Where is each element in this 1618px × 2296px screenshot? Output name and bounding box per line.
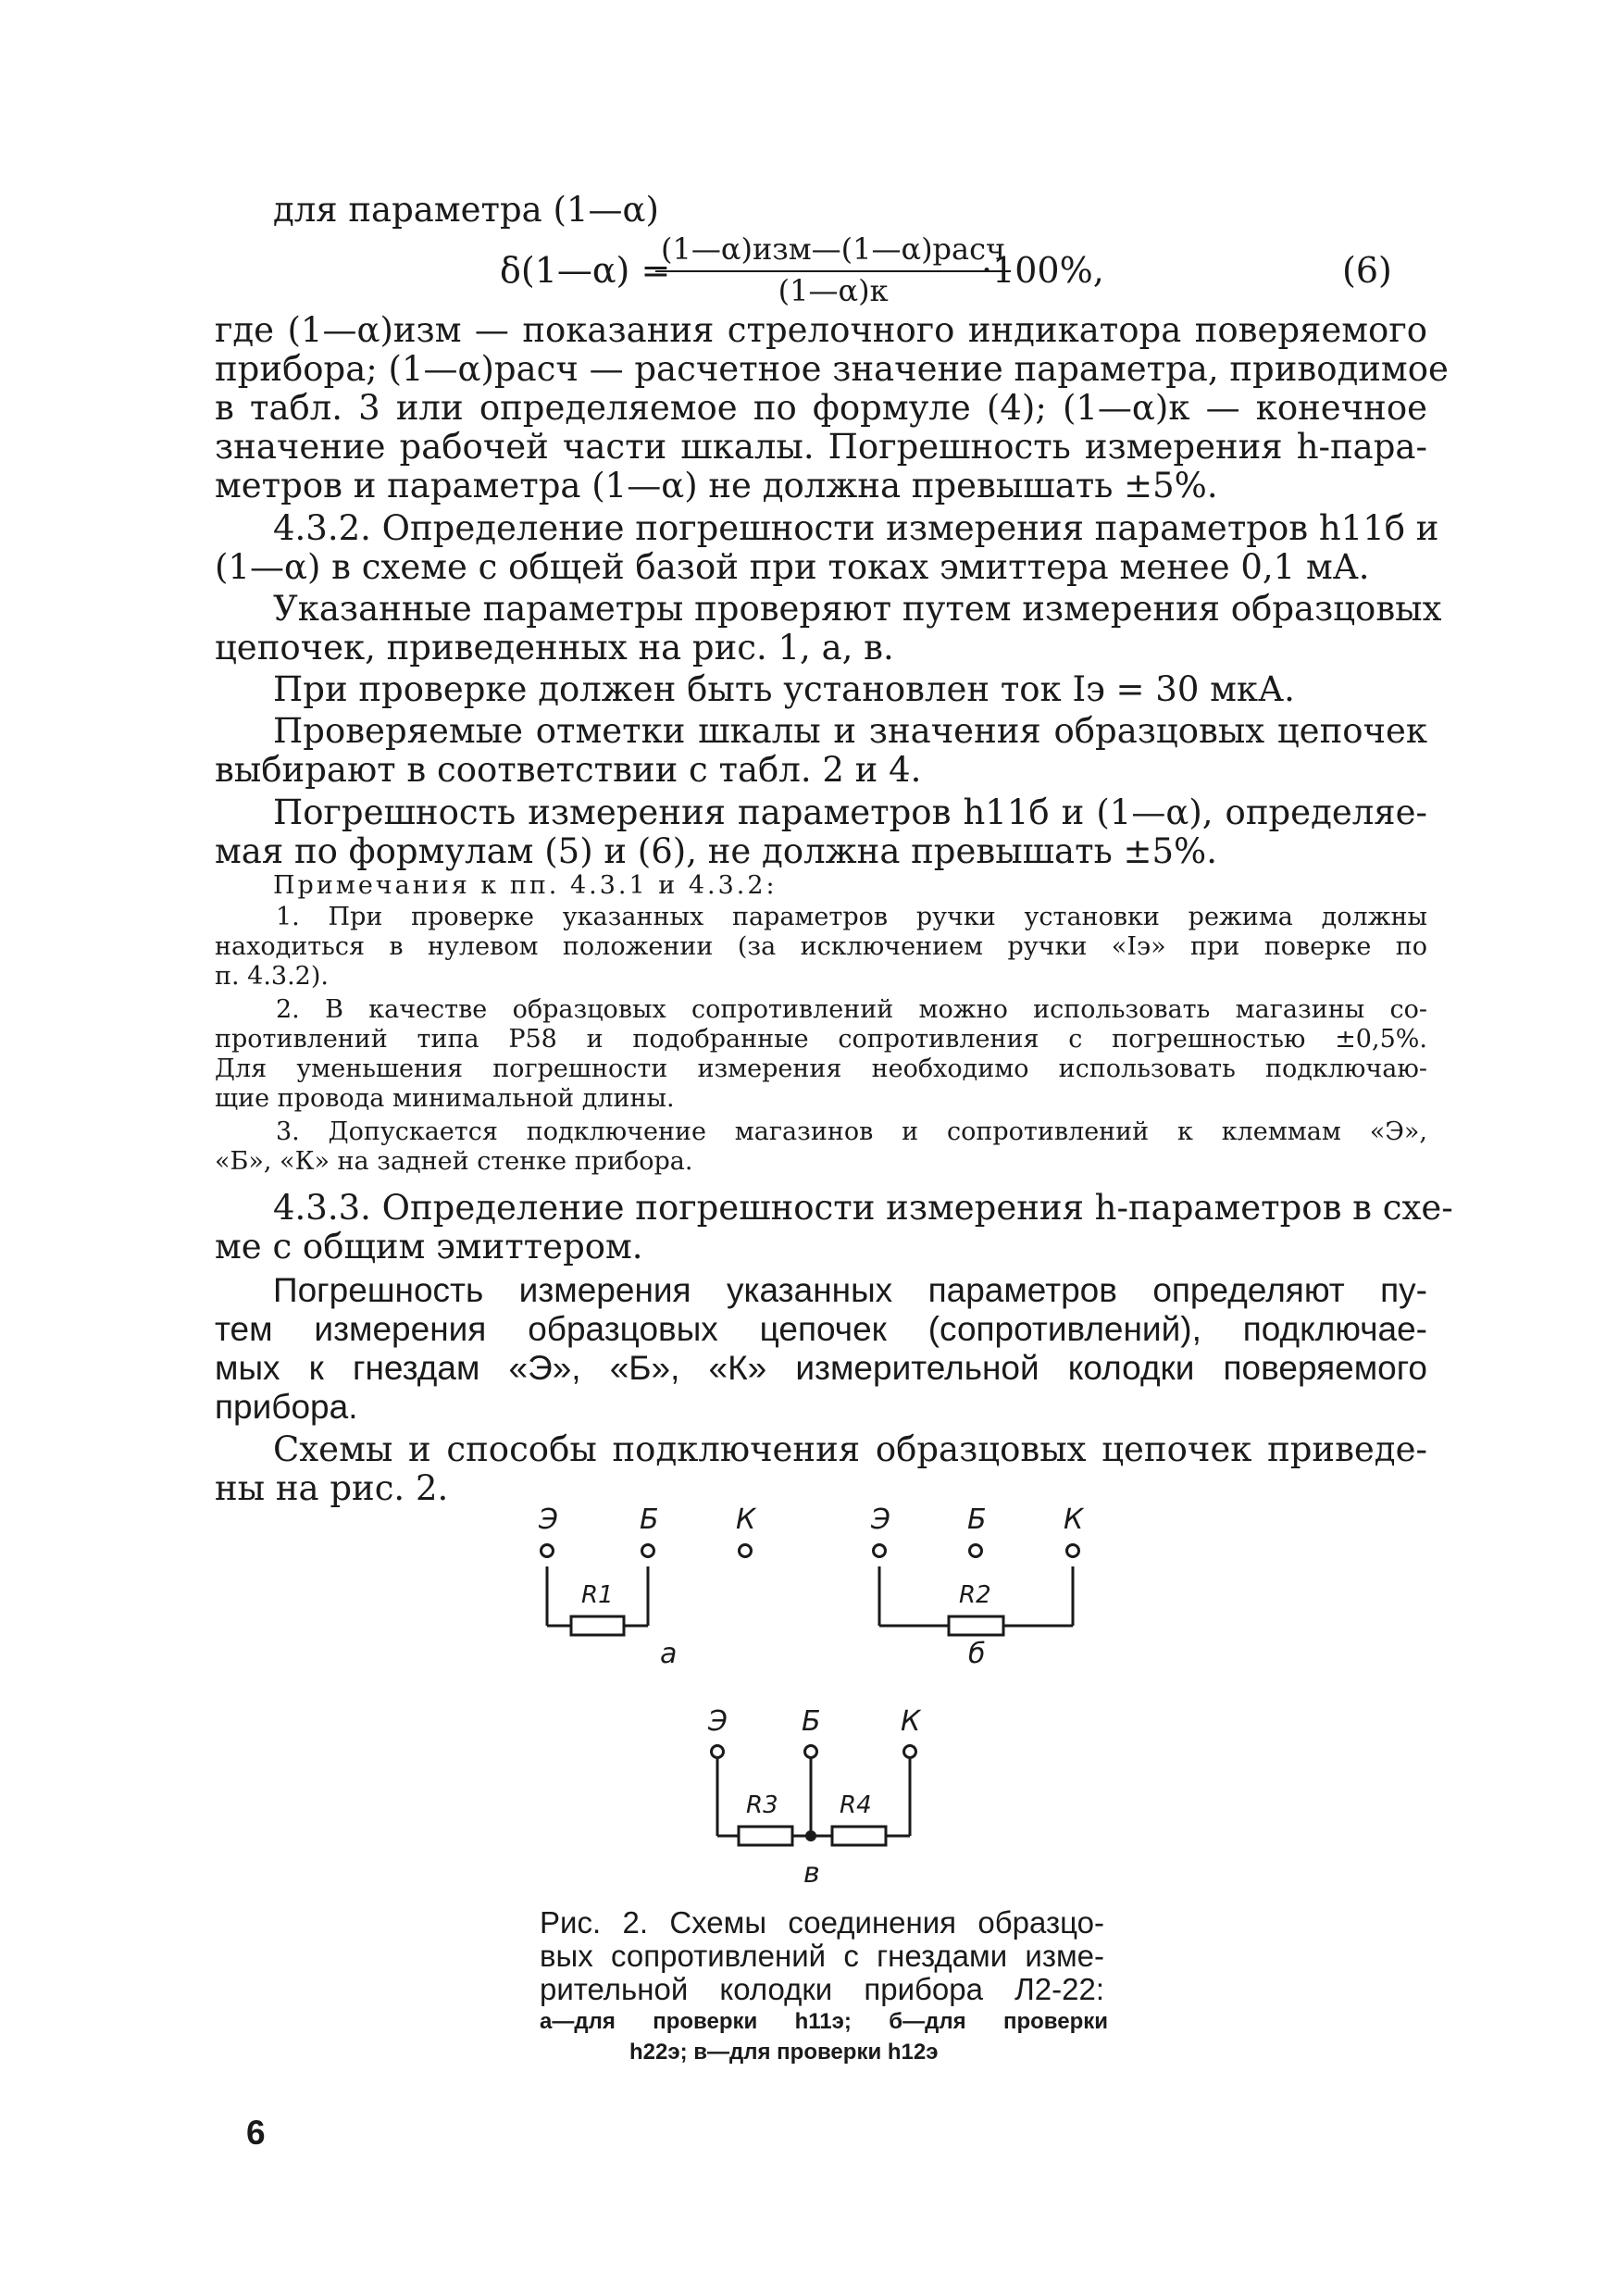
sec432-line-2: (1—α) в схеме с общей базой при токах эмиттера менее 0,1 мА. — [215, 547, 1370, 587]
note-line-5: противлений типа Р58 и подобранные сопротивления с погрешностью ±0,5%. — [215, 1025, 1427, 1054]
para1-line-4: значение рабочей части шкалы. Погрешность измерения h-пара- — [215, 427, 1427, 467]
terminal-b-v — [803, 1744, 818, 1759]
sublabel-b: б — [968, 1638, 986, 1670]
label-r1: R1 — [581, 1581, 614, 1609]
figure-caption-line-1: Рис. 2. Схемы соединения образцо- — [540, 1905, 1104, 1940]
note-line-7: щие провода минимальной длины. — [215, 1084, 675, 1113]
formula-lhs: δ(1—α) = — [500, 250, 671, 291]
terminal-k-a — [738, 1543, 753, 1558]
label-k-b: К — [1064, 1504, 1084, 1536]
sec433-line-2: ме с общим эмиттером. — [215, 1227, 643, 1267]
note-line-1: 1. При проверке указанных параметров ручки установки режима должны — [276, 903, 1427, 931]
para6-line-3: мых к гнездам «Э», «Б», «К» измерительной колодки поверяемого — [215, 1349, 1427, 1387]
para1-line-2: прибора; (1—α)расч — расчетное значение параметра, приводимое — [215, 349, 1449, 389]
sublabel-a: а — [660, 1638, 678, 1670]
label-b-a: Б — [640, 1504, 659, 1536]
notes-title: Примечания к пп. 4.3.1 и 4.3.2: — [273, 871, 778, 900]
terminal-e-b — [872, 1543, 887, 1558]
label-r3: R3 — [746, 1791, 778, 1819]
formula-number: (6) — [1342, 250, 1392, 291]
label-k-a: К — [736, 1504, 756, 1536]
formula-intro: для параметра (1—α) — [273, 190, 659, 230]
label-e-v: Э — [708, 1705, 728, 1738]
terminal-e-v — [710, 1744, 725, 1759]
label-r2: R2 — [959, 1581, 991, 1609]
label-r4: R4 — [840, 1791, 872, 1819]
note-line-8: 3. Допускается подключение магазинов и сопротивлений к клеммам «Э», — [276, 1117, 1427, 1146]
note-line-9: «Б», «К» на задней стенке прибора. — [215, 1147, 693, 1176]
resistor-r1 — [571, 1616, 624, 1635]
terminal-k-b — [1065, 1543, 1080, 1558]
para6-line-2: тем измерения образцовых цепочек (сопротивлений), подключае- — [215, 1310, 1427, 1348]
formula-tail: ·100%, — [981, 250, 1104, 291]
terminal-k-v — [902, 1744, 917, 1759]
para5-line-1: Погрешность измерения параметров h11б и (1—α), определяе- — [273, 792, 1427, 832]
resistor-r4 — [832, 1827, 886, 1845]
note-line-6: Для уменьшения погрешности измерения необходимо использовать подключаю- — [215, 1054, 1427, 1083]
formula-denominator: (1—α)к — [778, 273, 889, 308]
label-e-a: Э — [539, 1504, 558, 1536]
para5-line-2: мая по формулам (5) и (6), не должна превышать ±5%. — [215, 831, 1217, 871]
para6-line-1: Погрешность измерения указанных параметров определяют пу- — [273, 1271, 1427, 1309]
terminal-b-b — [968, 1543, 983, 1558]
sec433-line-1: 4.3.3. Определение погрешности измерения h-параметров в схе- — [273, 1188, 1453, 1228]
formula-numerator: (1—α)изм—(1—α)расч — [655, 231, 1011, 272]
sublabel-v: в — [803, 1857, 820, 1890]
terminal-e-a — [540, 1543, 554, 1558]
note-line-4: 2. В качестве образцовых сопротивлений можно использовать магазины со- — [276, 995, 1427, 1024]
junction-node — [805, 1830, 816, 1841]
figure-caption-line-2: вых сопротивлений с гнездами изме- — [540, 1939, 1104, 1973]
note-line-3: п. 4.3.2). — [215, 962, 329, 991]
label-e-b: Э — [871, 1504, 890, 1536]
note-line-2: находиться в нулевом положении (за исключением ручки «Iэ» при поверке по — [215, 932, 1427, 961]
figure-caption-line-3: рительной колодки прибора Л2-22: — [540, 1972, 1104, 2006]
sec432-line-1: 4.3.2. Определение погрешности измерения параметров h11б и — [273, 508, 1439, 548]
para1-line-1: где (1—α)изм — показания стрелочного индикатора поверяемого — [215, 310, 1427, 350]
para3: При проверке должен быть установлен ток Iэ = 30 мкА. — [273, 669, 1295, 709]
figure-caption-line-4: а—для проверки h11э; б—для проверки — [540, 2009, 1108, 2034]
para1-line-5: метров и параметра (1—α) не должна превышать ±5%. — [215, 466, 1218, 505]
resistor-r3 — [739, 1827, 792, 1845]
para1-line-3: в табл. 3 или определяемое по формуле (4); (1—α)к — конечное — [215, 388, 1427, 428]
para2-line-1: Указанные параметры проверяют путем измерения образцовых — [273, 589, 1442, 629]
label-k-v: К — [901, 1705, 921, 1738]
para2-line-2: цепочек, приведенных на рис. 1, а, в. — [215, 628, 894, 668]
label-b-b: Б — [967, 1504, 987, 1536]
para6-line-4: прибора. — [215, 1388, 358, 1426]
para7-line-1: Схемы и способы подключения образцовых цепочек приведе- — [273, 1429, 1427, 1469]
figure-caption-line-5: h22э; в—для проверки h12э — [629, 2040, 939, 2065]
terminal-b-a — [641, 1543, 655, 1558]
para7-line-2: ны на рис. 2. — [215, 1468, 449, 1508]
label-b-v: Б — [802, 1705, 821, 1738]
para4-line-2: выбирают в соответствии с табл. 2 и 4. — [215, 750, 922, 790]
para4-line-1: Проверяемые отметки шкалы и значения образцовых цепочек — [273, 711, 1427, 751]
resistor-r2 — [949, 1616, 1003, 1635]
page-number: 6 — [246, 2114, 266, 2152]
